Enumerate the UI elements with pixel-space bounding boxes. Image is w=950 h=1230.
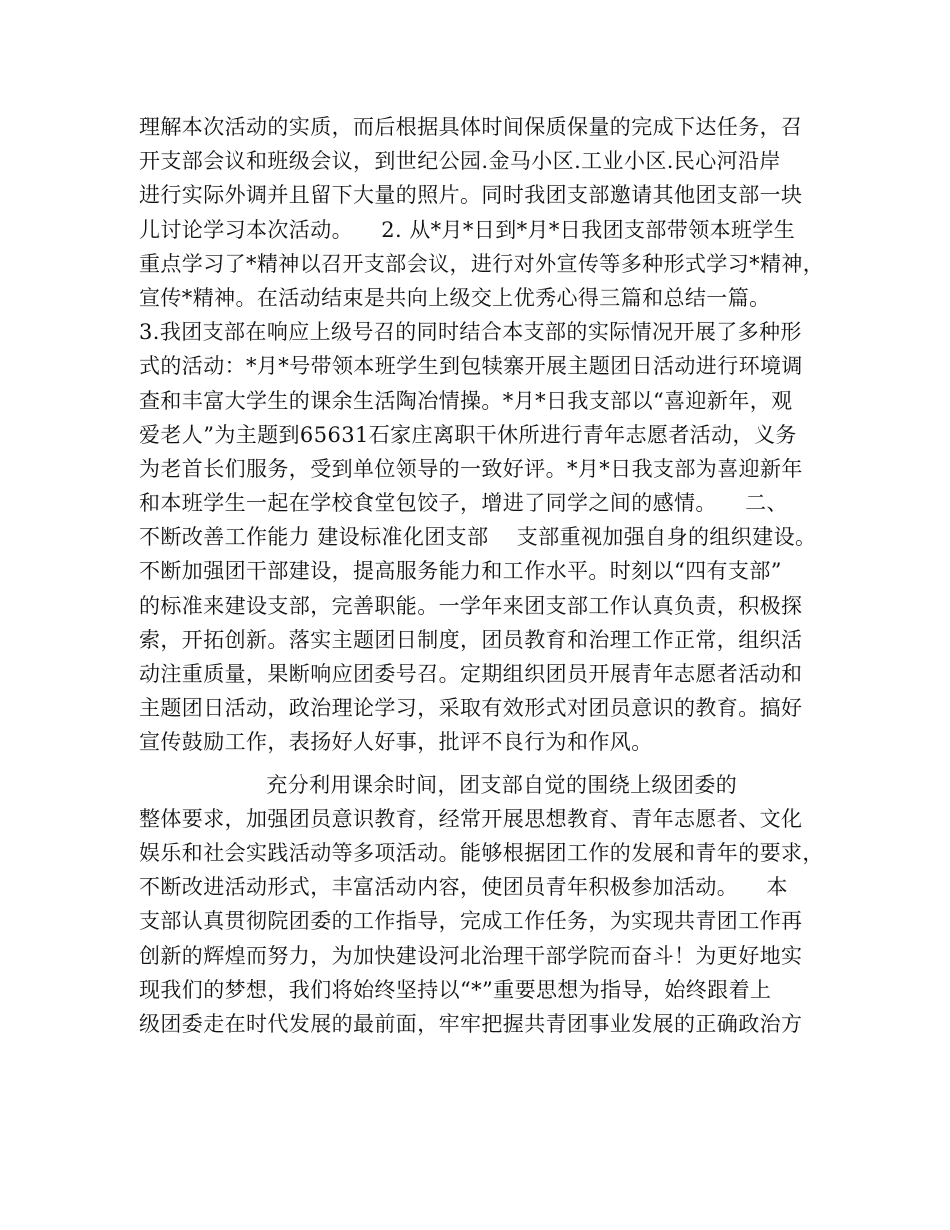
text-line: 宣传鼓励工作，表扬好人好事，批评不良行为和作风。 [139,730,653,755]
text-line: 创新的辉煌而努力，为加快建设河北治理干部学院而奋斗！为更好地实 [139,943,803,968]
text-line: 儿讨论学习本次活动。 2. 从*月*日到*月*日我团支部带领本班学生 [139,217,796,242]
text-line: 重点学习了*精神以召开支部会议，进行对外宣传等多种形式学习*精神， [139,251,825,276]
text-line: 进行实际外调并且留下大量的照片。同时我团支部邀请其他团支部一块 [139,183,803,208]
text-line: 3.我团支部在响应上级号召的同时结合本支部的实际情况开展了多种形 [139,320,802,345]
text-line: 支部认真贯彻院团委的工作指导，完成工作任务，为实现共青团工作再 [139,909,803,934]
text-line: 不断加强团干部建设，提高服务能力和工作水平。时刻以“四有支部” [139,559,782,584]
text-line: 的标准来建设支部，完善职能。一学年来团支部工作认真负责，积极探 [139,593,803,618]
text-line: 整体要求，加强团员意识教育，经常开展思想教育、青年志愿者、文化 [139,806,803,831]
body-text [139,110,839,1041]
text-line: 充分利用课余时间，团支部自觉的围绕上级团委的 [139,772,738,797]
text-line: 不断改善工作能力 建设标准化团支部 支部重视加强自身的组织建设。 [139,525,817,550]
text-line: 查和丰富大学生的课余生活陶冶情操。*月*日我支部以“喜迎新年，观 [139,388,793,413]
text-line: 娱乐和社会实践活动等多项活动。能够根据团工作的发展和青年的要求， [139,840,824,865]
text-line: 开支部会议和班级会议，到世纪公园.金马小区.工业小区.民心河沿岸 [139,149,781,174]
text-line: 为老首长们服务，受到单位领导的一致好评。*月*日我支部为喜迎新年 [139,456,803,481]
text-line: 爱老人”为主题到65631石家庄离职干休所进行青年志愿者活动，义务 [139,422,797,447]
text-line: 动注重质量，果断响应团委号召。定期组织团员开展青年志愿者活动和 [139,662,803,686]
text-line: 不断改进活动形式，丰富活动内容，使团员青年积极参加活动。 本 [139,875,788,900]
text-line: 式的活动：*月*号带领本班学生到包犊寨开展主题团日活动进行环境调 [139,354,803,379]
text-line: 和本班学生一起在学校食堂包饺子，增进了同学之间的感情。 二、 [139,491,788,516]
text-line: 主题团日活动，政治理论学习，采取有效形式对团员意识的教育。搞好 [139,696,803,721]
paragraph-gap [139,760,839,768]
text-line: 宣传*精神。在活动结束是共向上级交上优秀心得三篇和总结一篇。 [139,285,771,310]
text-line: 现我们的梦想，我们将始终坚持以“*”重要思想为指导，始终跟着上 [139,977,772,1002]
text-line: 索，开拓创新。落实主题团日制度，团员教育和治理工作正常，组织活 [139,627,803,652]
text-line: 级团委走在时代发展的最前面，牢牢把握共青团事业发展的正确政治方 [139,1011,803,1036]
text-line: 理解本次活动的实质，而后根据具体时间保质保量的完成下达任务，召 [139,115,803,139]
